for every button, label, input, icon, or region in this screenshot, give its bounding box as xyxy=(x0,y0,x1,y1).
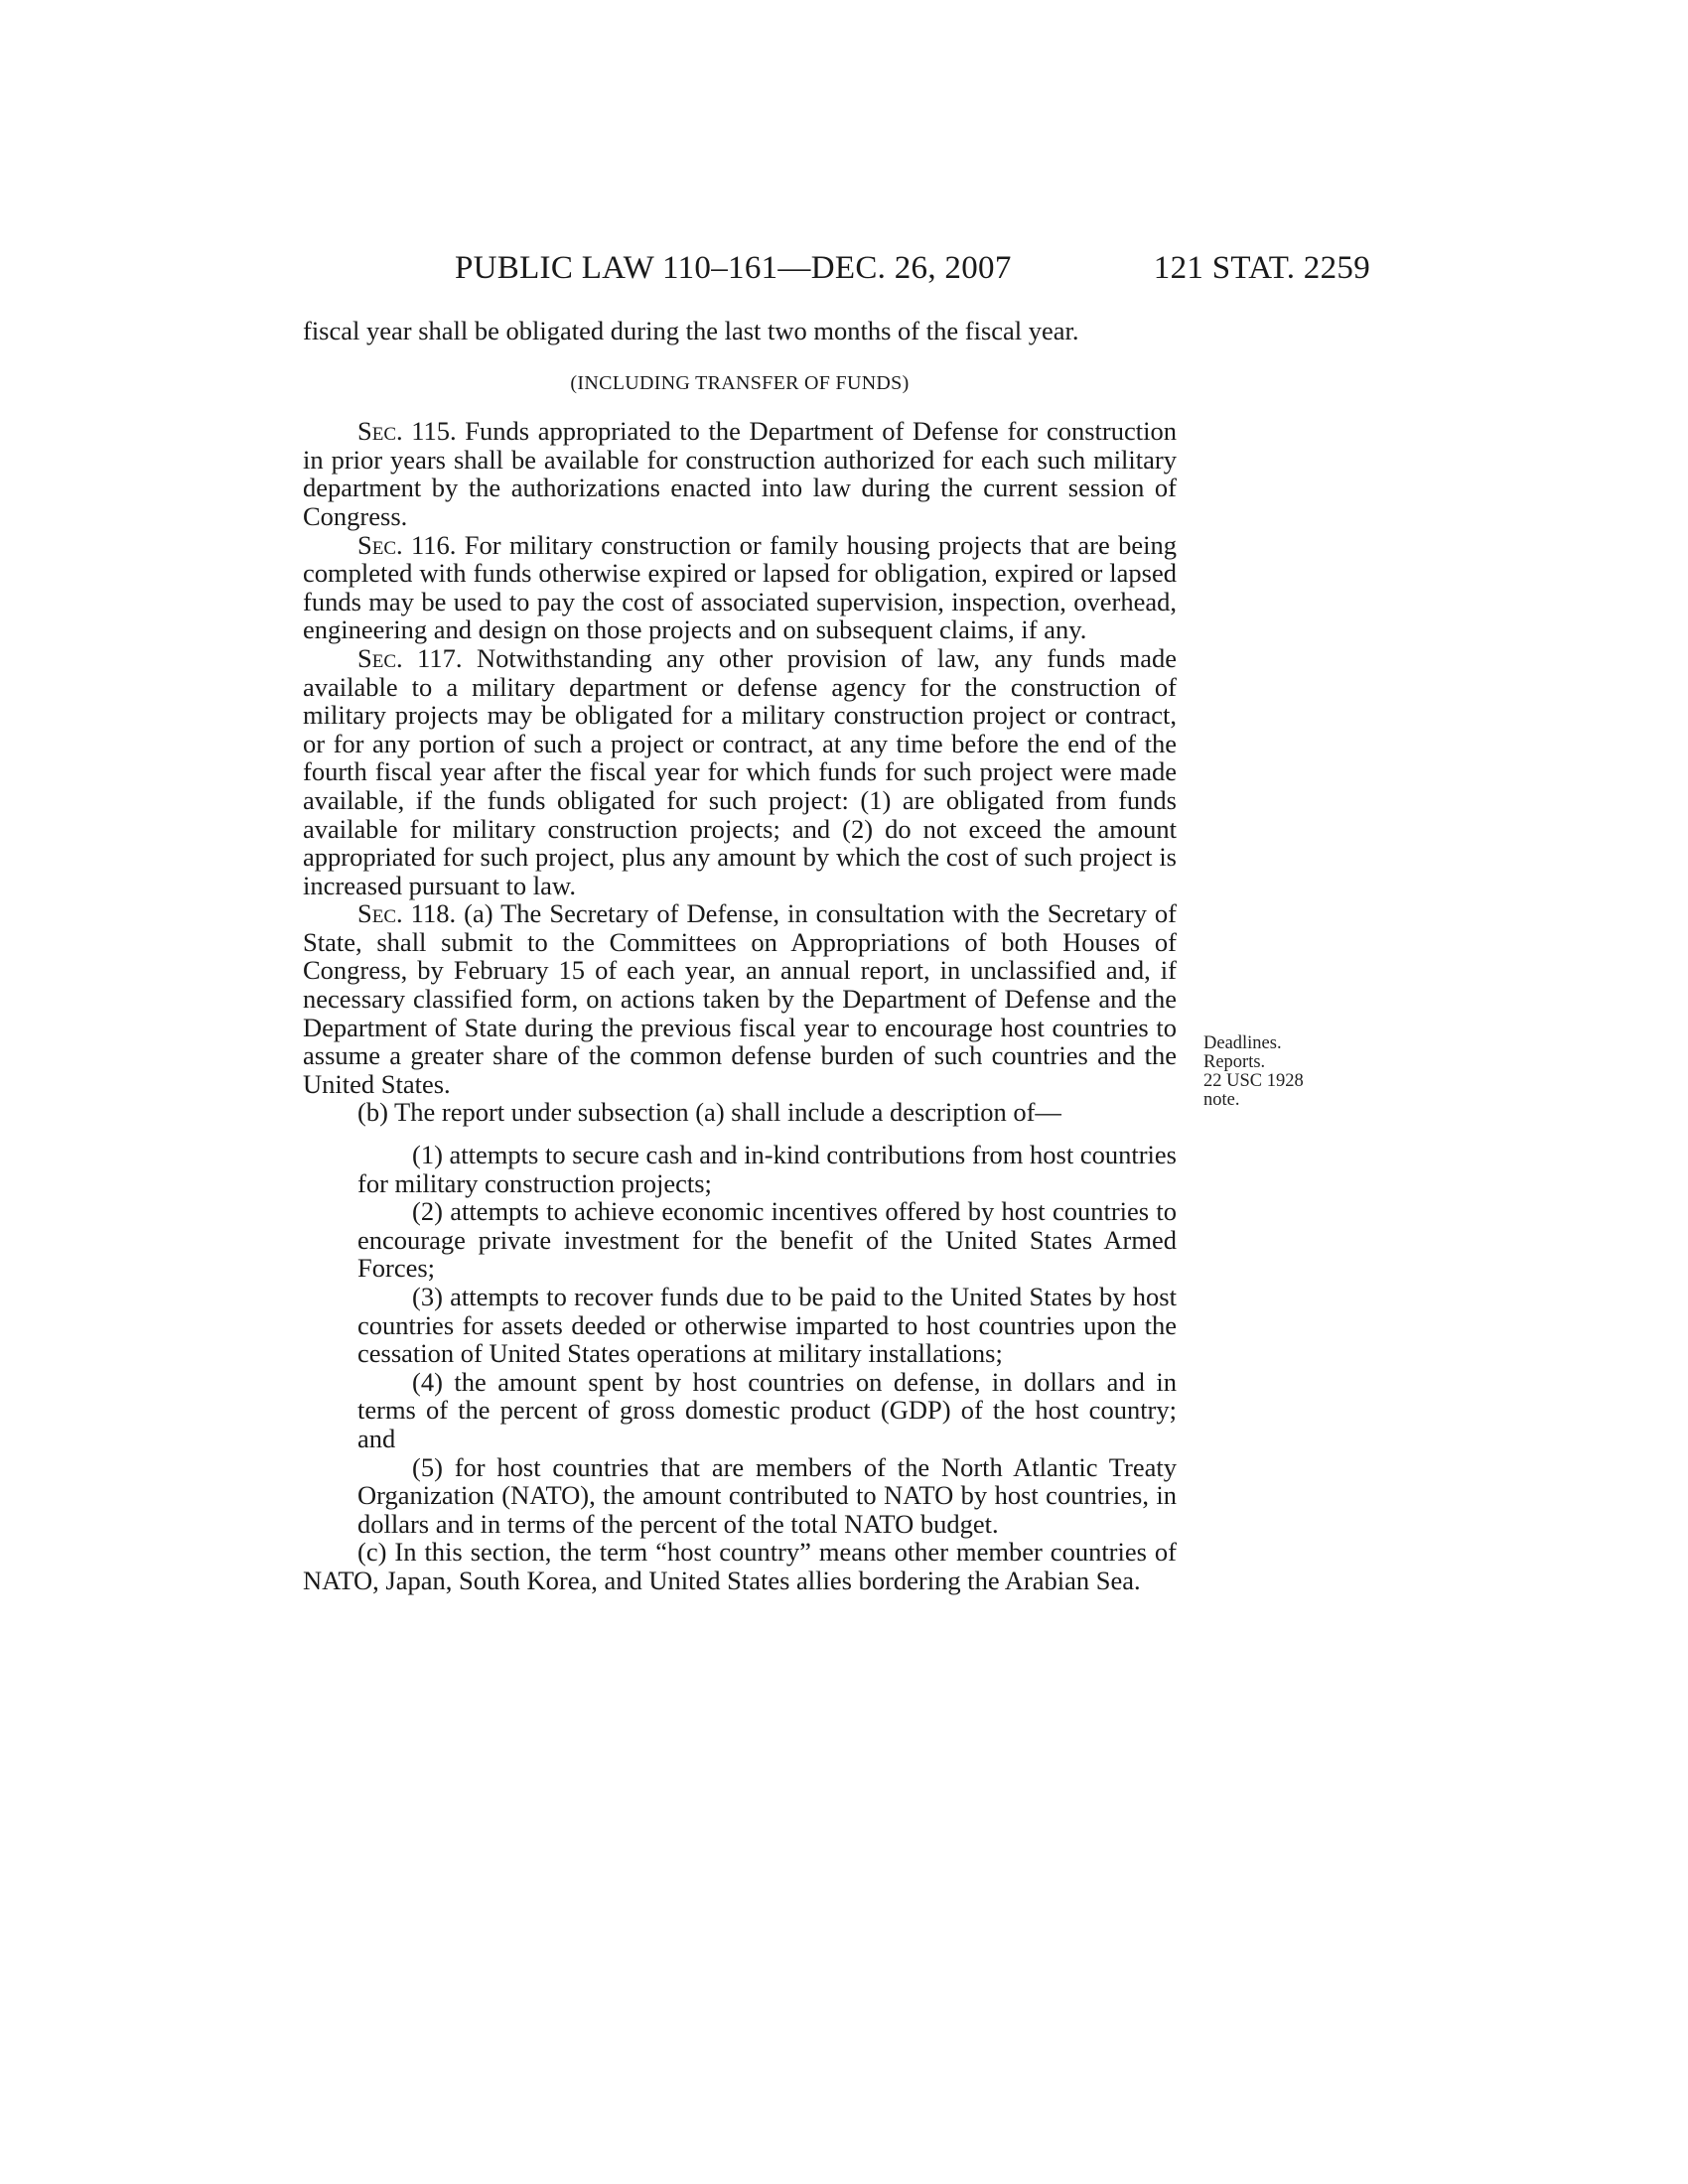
section-115 xyxy=(303,417,1177,530)
list-item: (2) attempts to achieve economic incentives offered by host countries to encourage private investment for the benefit of the United States Armed Forces; xyxy=(357,1196,1177,1284)
section-label: Sec. 115. xyxy=(357,416,457,447)
section-subheading: (INCLUDING TRANSFER OF FUNDS) xyxy=(570,371,910,394)
list-item: (4) the amount spent by host countries on defense, in dollars and in terms of the percent of gross domestic product (GDP) of the host country; and xyxy=(357,1366,1177,1453)
statute-page-number: 121 STAT. 2259 xyxy=(1153,250,1370,286)
section-118-a xyxy=(303,899,1177,1098)
margin-note-line: Deadlines. xyxy=(1203,1033,1282,1053)
margin-note-line: note. xyxy=(1203,1090,1240,1110)
section-116 xyxy=(303,531,1177,644)
section-label: Sec. 116. xyxy=(357,529,457,560)
page-body xyxy=(303,317,1177,1595)
continuation-paragraph: fiscal year shall be obligated during the last two months of the fiscal year. xyxy=(303,316,1079,345)
margin-note-line: Reports. xyxy=(1203,1052,1266,1072)
list-item: (3) attempts to recover funds due to be paid to the United States by host countries for assets deeded or otherwise imparted to host countries upon the cessation of United States operations at military installations; xyxy=(357,1282,1177,1369)
margin-note xyxy=(1203,1034,1372,1110)
list-item: (1) attempts to secure cash and in-kind contributions from host countries for military construction projects; xyxy=(357,1140,1177,1198)
section-117 xyxy=(303,644,1177,899)
section-text: (a) The Secretary of Defense, in consultation with the Secretary of State, shall submit to the Committees on Appropriations of both Houses of Congress, by February 15 of each year, an annual report, in unclassified and, if necessary classified form, on actions taken by the Department of Defense and the Department of State during the previous fiscal year to encourage host countries to assume a greater share of the common defense burden of such countries and the United States. xyxy=(303,898,1177,1099)
section-label: Sec. 117. xyxy=(357,642,463,673)
section-text: Funds appropriated to the Department of Defense for construction in prior years shall be available for construction authorized for each such military department by the authorizations enacted into law during the current session of Congress. xyxy=(303,416,1177,531)
margin-note-line: 22 USC 1928 xyxy=(1203,1071,1304,1091)
list-item: (5) for host countries that are members of the North Atlantic Treaty Organization (NATO), the amount contributed to NATO by host countries, in dollars and in terms of the percent of the total NATO budget. xyxy=(357,1451,1177,1539)
section-text: Notwithstanding any other provision of law, any funds made available to a military department or defense agency for the construction of military projects may be obligated for a military construction project or contract, or for any portion of such a project or contract, at any time before the end of the fourth fiscal year after the fiscal year for which funds for such project were made available, if the funds obligated for such project: (1) are obligated from funds available for military construction projects; and (2) do not exceed the amount appropriated for such project, plus any amount by which the cost of such project is increased pursuant to law. xyxy=(303,642,1177,900)
running-title: PUBLIC LAW 110–161—DEC. 26, 2007 xyxy=(455,250,1012,286)
section-label: Sec. 118. xyxy=(357,898,457,929)
paragraph-spacer xyxy=(303,1127,1177,1141)
section-text: For military construction or family housing projects that are being completed with funds otherwise expired or lapsed for obligation, expired or lapsed funds may be used to pay the cost of associated supervision, inspection, overhead, engineering and design on those projects and on subsequent claims, if any. xyxy=(303,529,1177,645)
section-118-c: (c) In this section, the term “host country” means other member countries of NATO, Japan, South Korea, and United States allies bordering the Arabian Sea. xyxy=(303,1537,1177,1595)
page-header xyxy=(455,248,1370,288)
section-118-b: (b) The report under subsection (a) shall include a description of— xyxy=(357,1097,1061,1128)
